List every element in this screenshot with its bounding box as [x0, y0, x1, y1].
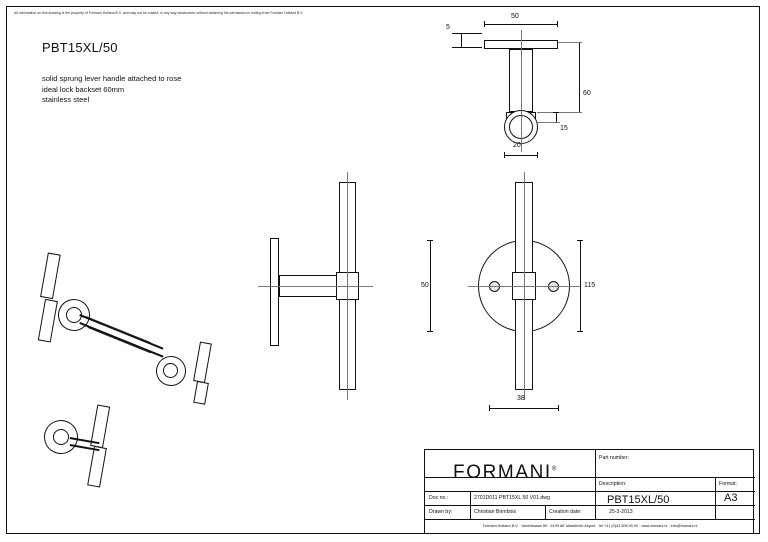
- dim-stem-length: 60: [583, 90, 591, 97]
- product-description: [42, 74, 181, 106]
- label-part-number: Part number:: [599, 455, 629, 461]
- description-line-2: ideal lock backset 60mm: [42, 84, 125, 94]
- dim-lever-length: 50: [421, 282, 429, 289]
- description-line-1: solid sprung lever handle attached to rose: [42, 74, 182, 83]
- copyright-notice: All information on this drawing is the property of Formani Holland B.V. and may not be copied, in any way whatsoever without obtaining the permission in writing from Formani Holland B.V.: [14, 11, 304, 15]
- label-format: Format:: [719, 481, 737, 487]
- dim-top-thickness: 5: [446, 24, 450, 31]
- label-drawn-by: Drawn by:: [429, 509, 453, 515]
- title-block: [424, 449, 754, 534]
- label-creation-date: Creation date:: [549, 509, 582, 515]
- value-part-number: PBT15XL/50: [607, 494, 670, 506]
- page-title: PBT15XL/50: [42, 40, 118, 55]
- value-creation-date: 25-3-2013: [609, 509, 633, 515]
- dim-bar-diameter: 20: [513, 142, 521, 149]
- dim-rose-diameter: 115: [584, 282, 596, 289]
- brand-name: FORMANI: [453, 462, 552, 483]
- brand-logo: [453, 462, 556, 484]
- dim-collar: 15: [560, 125, 568, 132]
- dim-top-width: 50: [511, 13, 519, 20]
- label-description: Description:: [599, 481, 627, 487]
- value-doc-no: 2701D011 PBT15XL 50 V01.dwg: [474, 495, 550, 501]
- description-line-3: stainless steel: [42, 95, 90, 104]
- dim-rose-offset: 38: [517, 395, 525, 402]
- company-footer: Formani Holland B.V. · Amerikaaan 55 · 6199 AE Maastricht Airport · tel +31 (0)43 308 90 00 · www.formani.nl · info@formani.nl: [482, 524, 698, 528]
- label-doc-no: Doc no.:: [429, 495, 449, 501]
- value-format: A3: [724, 492, 738, 504]
- brand-mark: ®: [551, 466, 557, 473]
- value-drawn-by: Christian Brimbois: [474, 509, 517, 515]
